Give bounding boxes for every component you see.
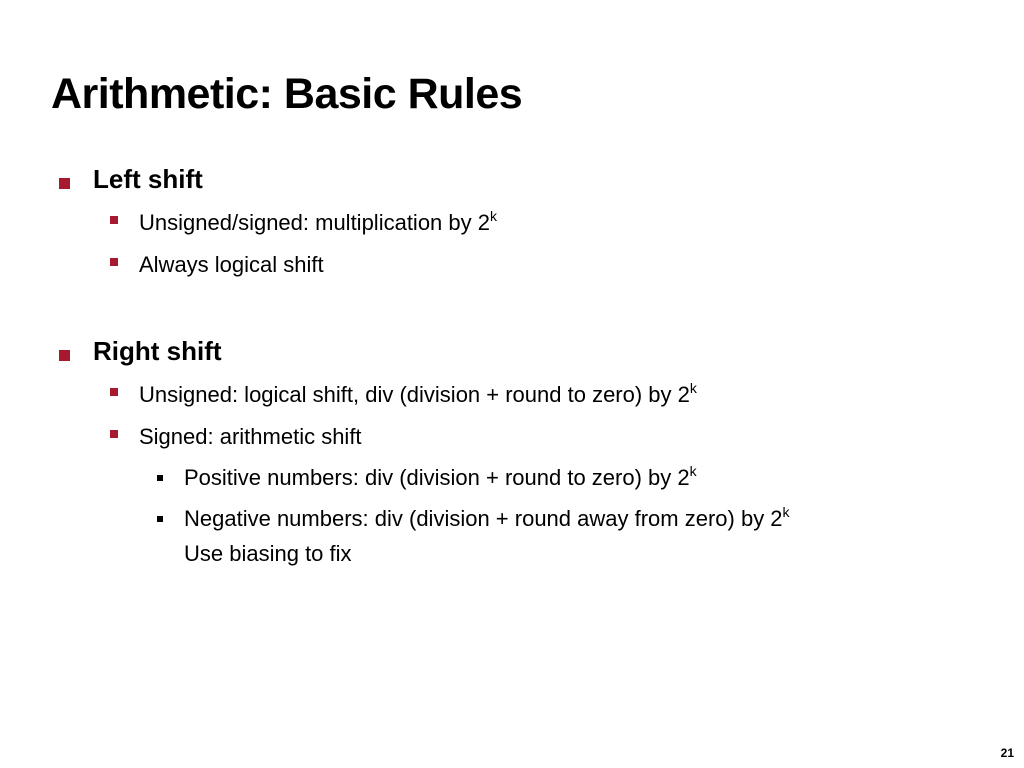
subbullet-text: Always logical shift [139,252,324,277]
bullet-marker-icon [59,350,70,361]
subsubbullet-text: Positive numbers: div (division + round to zero) by 2 [184,465,690,490]
superscript: k [689,380,697,396]
subsubbullet-text: Negative numbers: div (division + round away from zero) by 2 [184,506,783,531]
bullet-marker-icon [59,178,70,189]
bullet-heading: Right shift [93,336,222,366]
bullet-heading: Left shift [93,164,203,194]
page-number: 21 [1000,746,1014,760]
slide-title: Arithmetic: Basic Rules [51,70,523,118]
subbullet-marker-icon [110,388,118,396]
subsubbullet-continuation: Use biasing to fix [184,541,352,566]
superscript: k [782,504,790,520]
subbullet-text: Unsigned: logical shift, div (division + round to zero) by 2 [139,382,690,407]
subbullet-marker-icon [110,216,118,224]
superscript: k [489,208,497,224]
superscript: k [689,463,697,479]
subbullet-marker-icon [110,430,118,438]
subbullet-marker-icon [110,258,118,266]
subsubbullet-marker-icon [157,516,163,522]
subbullet-text: Unsigned/signed: multiplication by 2 [139,210,490,235]
subsubbullet-marker-icon [157,475,163,481]
subbullet-text: Signed: arithmetic shift [139,424,362,449]
subsubbullet-text-wrap [184,505,790,568]
subsubbullet-text-wrap [184,464,697,494]
subbullet-text-wrap [139,381,697,411]
subbullet-text-wrap [139,209,497,239]
